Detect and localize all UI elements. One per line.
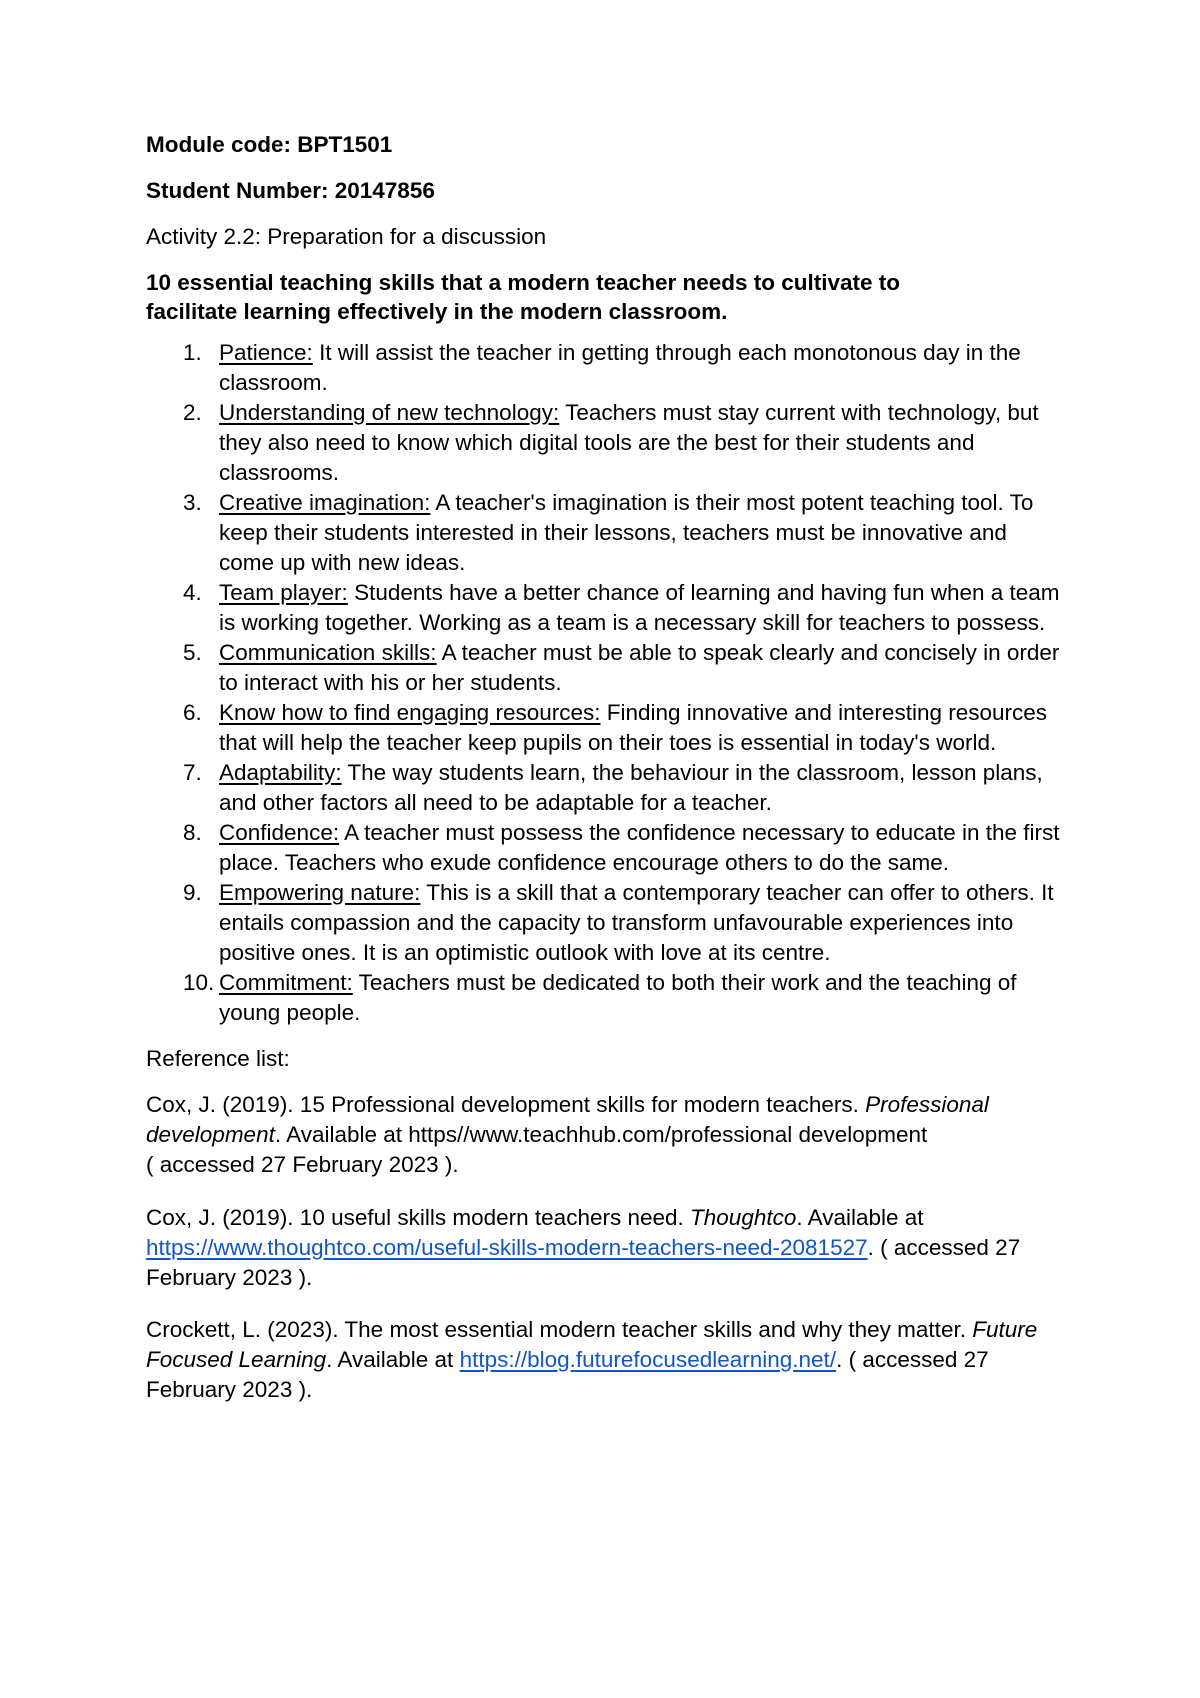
heading-line-1: 10 essential teaching skills that a modern teacher needs to cultivate to	[146, 270, 901, 295]
list-item: 3. Creative imagination: A teacher's imagination is their most potent teaching tool. To keep their students interested in their lessons, teachers must be innovative and come up with new ideas.	[183, 490, 1034, 575]
list-item: 5. Communication skills: A teacher must be able to speak clearly and concisely in order to interact with his or her students.	[183, 640, 1060, 695]
skill-term: Empowering nature:	[219, 880, 421, 905]
reference-item: Crockett, L. (2023). The most essential modern teacher skills and why they matter. Future Focused Learning. Available at https://blog.futurefocusedlearning.net/. ( accessed 27 February 2023 ).	[146, 1317, 1038, 1402]
reference-item: Cox, J. (2019). 15 Professional development skills for modern teachers. Professional development. Available at https//www.teachhub.com/professional development ( accessed 27 February 2023 ).	[146, 1092, 989, 1177]
skill-term: Commitment:	[219, 970, 353, 995]
activity-title: Activity 2.2: Preparation for a discussion	[146, 224, 547, 249]
list-item: 2. Understanding of new technology: Teachers must stay current with technology, but they also need to know which digital tools are the best for their students and classrooms.	[183, 400, 1039, 485]
reference-item: Cox, J. (2019). 10 useful skills modern teachers need. Thoughtco. Available at https://www.thoughtco.com/useful-skills-modern-teachers-need-2081527. ( accessed 27 February 2023 ).	[146, 1204, 1021, 1290]
reference-link[interactable]: https://blog.futurefocusedlearning.net/	[459, 1347, 837, 1372]
skill-term: Team player:	[219, 580, 348, 605]
reference-source: Professional development	[146, 1092, 989, 1147]
list-item: 9. Empowering nature: This is a skill that a contemporary teacher can offer to others. It entails compassion and the capacity to transform unfavourable experiences into positive ones. It is an optimistic outlook with love at its centre.	[183, 880, 1054, 965]
reference-source: Thoughtco	[690, 1204, 797, 1230]
skill-term: Understanding of new technology:	[219, 400, 560, 425]
heading-line-2: facilitate learning effectively in the modern classroom.	[146, 299, 728, 324]
skill-term: Know how to find engaging resources:	[219, 700, 601, 725]
skill-term: Adaptability:	[219, 760, 342, 785]
student-number: Student Number: 20147856	[146, 178, 435, 203]
reference-source: Future Focused Learning	[146, 1317, 1038, 1372]
skill-term: Confidence:	[219, 820, 340, 845]
skill-term: Creative imagination:	[219, 490, 431, 515]
list-item: 10. Commitment: Teachers must be dedicated to both their work and the teaching of young people.	[183, 970, 1017, 1025]
skills-list	[146, 338, 1066, 1028]
reference-heading: Reference list:	[146, 1046, 290, 1071]
list-item: 6. Know how to find engaging resources: Finding innovative and interesting resources that will help the teacher keep pupils on their toes is essential in today's world.	[183, 700, 1048, 755]
skill-term: Patience:	[219, 340, 313, 365]
list-item: 8. Confidence: A teacher must possess the confidence necessary to educate in the first place. Teachers who exude confidence encourage others to do the same.	[183, 820, 1060, 875]
document-page	[146, 130, 1066, 1428]
reference-link[interactable]: https://www.thoughtco.com/useful-skills-modern-teachers-need-2081527	[146, 1234, 868, 1260]
list-item: 1. Patience: It will assist the teacher in getting through each monotonous day in the classroom.	[183, 340, 1021, 395]
skill-term: Communication skills:	[219, 640, 437, 665]
module-code: Module code: BPT1501	[146, 132, 393, 157]
list-item: 7. Adaptability: The way students learn, the behaviour in the classroom, lesson plans, and other factors all need to be adaptable for a teacher.	[183, 760, 1043, 815]
list-item: 4. Team player: Students have a better chance of learning and having fun when a team is working together. Working as a team is a necessary skill for teachers to possess.	[183, 580, 1060, 635]
